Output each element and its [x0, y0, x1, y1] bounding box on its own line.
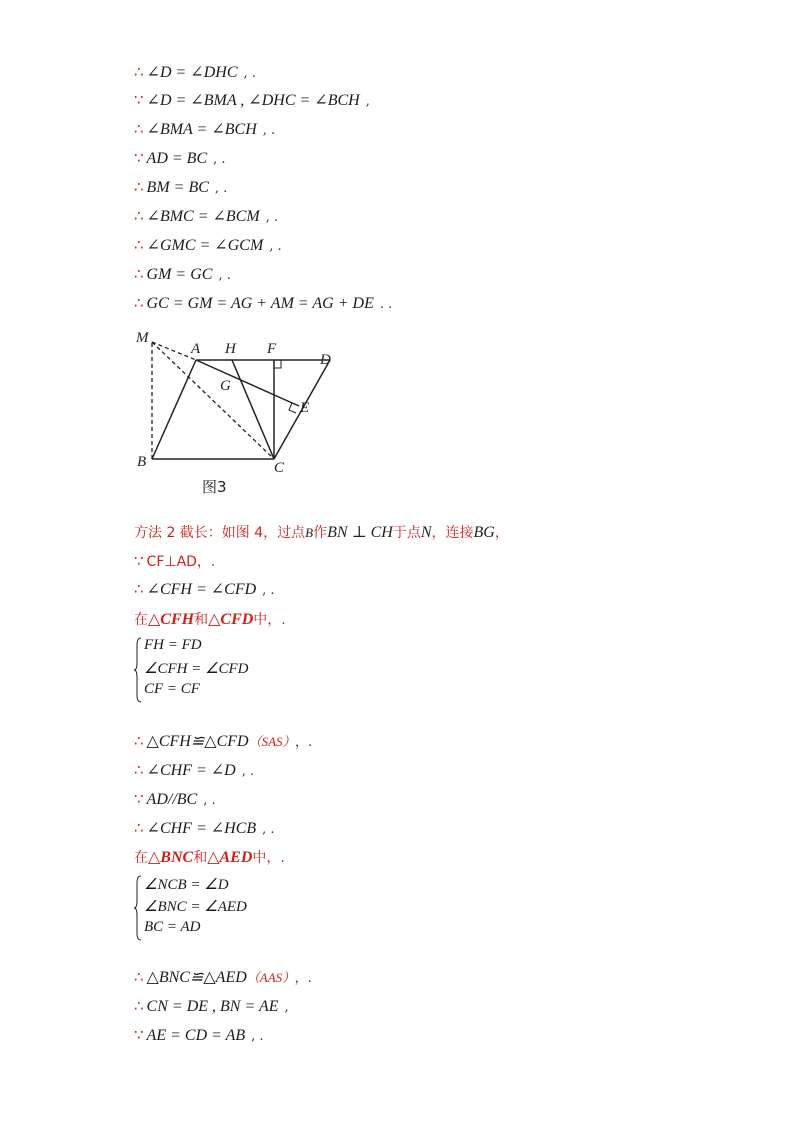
segment-ae [196, 360, 299, 406]
label-c: C [274, 460, 285, 476]
segment-ab [152, 360, 196, 459]
proof-line: ∴ BM = BC , . [134, 178, 228, 196]
proof-line: ∴ GC = GM = AG + AM = AG + DE . . [134, 294, 393, 312]
proof-line: ∴ CN = DE , BN = AE , [134, 997, 289, 1015]
proof-line: ∴ ∠GMC = ∠GCM , . [134, 236, 282, 254]
proof-line: ∴ ∠CHF = ∠D , . [134, 761, 255, 779]
figure-diagram [134, 326, 354, 501]
triangle-intro-1: 在△CFH和△CFD中，. [134, 611, 286, 628]
geometry-figure-3 [134, 326, 354, 505]
label-e: E [300, 400, 310, 416]
proof-line: ∵ ∠D = ∠BMA , ∠DHC = ∠BCH , [134, 91, 370, 109]
brace-icon [134, 637, 142, 703]
segment-ch [232, 360, 274, 459]
label-b: B [137, 454, 147, 470]
label-g: G [220, 378, 231, 394]
method-2-heading: 方法 2 截长：如图 4，过点B作BN ⊥ CH于点N，连接BG， [134, 524, 509, 541]
proof-line: ∴ ∠BMC = ∠BCM , . [134, 207, 279, 225]
proof-line: ∵ AD//BC , . [134, 790, 216, 808]
figure-caption: 图3 [202, 478, 227, 496]
proof-line: ∴ △BNC≌△AED（AAS） ，. [134, 968, 312, 986]
label-f: F [267, 341, 277, 357]
label-a: A [191, 341, 201, 357]
proof-line: ∴ ∠BMA = ∠BCH , . [134, 120, 276, 138]
proof-line: ∵ CF⊥AD，. [134, 552, 216, 570]
proof-line: ∵ AD = BC , . [134, 149, 226, 167]
proof-line: ∵ AE = CD = AB , . [134, 1026, 264, 1044]
proof-line: ∴ ∠CHF = ∠HCB , . [134, 819, 275, 837]
label-d: D [320, 352, 331, 368]
proof-line: ∴ ∠D = ∠DHC , . [134, 63, 256, 81]
triangle-intro-2: 在△BNC和△AED中，. [134, 849, 285, 866]
dashed-ma [152, 342, 196, 360]
right-angle-f [274, 360, 281, 368]
proof-line: ∴ ∠CFH = ∠CFD , . [134, 580, 275, 598]
brace-icon [134, 875, 142, 941]
proof-line: ∴ △CFH≌△CFD（SAS） ，. [134, 732, 313, 750]
proof-line: ∴ GM = GC , . [134, 265, 231, 283]
label-m: M [136, 330, 149, 346]
label-h: H [225, 341, 236, 357]
